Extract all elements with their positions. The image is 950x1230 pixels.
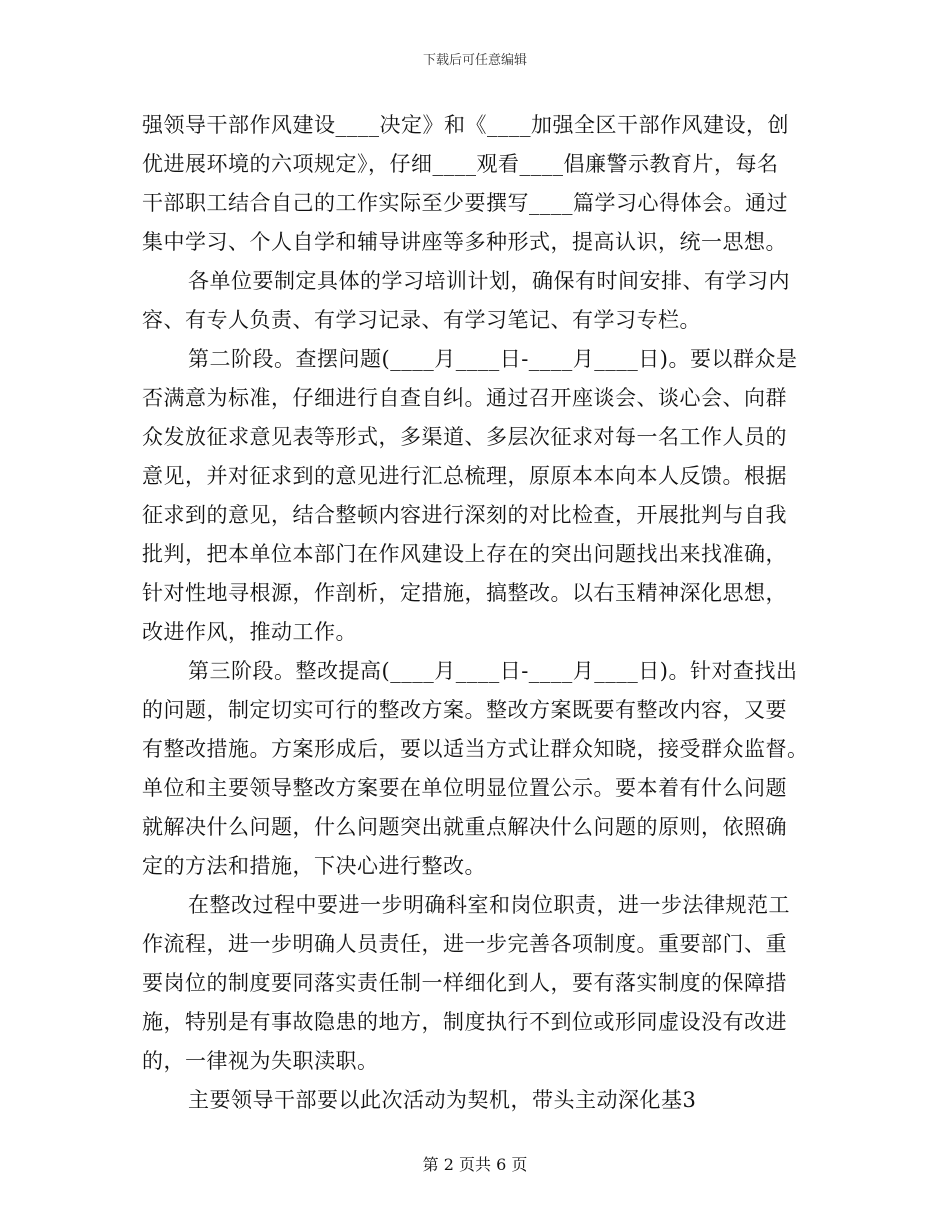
text-line: 否满意为标准，仔细进行自查自纠。通过召开座谈会、谈心会、向群 [142, 386, 787, 410]
page-header: 下载后可任意编辑 [422, 53, 527, 68]
document-body [142, 106, 822, 1120]
text-line: 干部职工结合自己的工作实际至少要撰写____篇学习心得体会。通过 [142, 191, 788, 215]
paragraph-start-line: 第二阶段。查摆问题(____月____日-____月____日)。要以群众是 [188, 347, 798, 371]
text-line: 众发放征求意见表等形式，多渠道、多层次征求对每一名工作人员的 [142, 425, 787, 449]
text-line: 作流程，进一步明确人员责任，进一步完善各项制度。重要部门、重 [142, 932, 787, 956]
text-line: 征求到的意见，结合整顿内容进行深刻的对比检查，开展批判与自我 [142, 503, 787, 527]
paragraph-start-line: 主要领导干部要以此次活动为契机，带头主动深化基3 [188, 1088, 697, 1112]
text-line: 集中学习、个人自学和辅导讲座等多种形式，提高认识，统一思想。 [142, 230, 787, 254]
text-line: 有整改措施。方案形成后，要以适当方式让群众知晓，接受群众监督。 [142, 737, 809, 761]
text-line: 的，一律视为失职渎职。 [142, 1049, 379, 1073]
paragraph-start-line: 各单位要制定具体的学习培训计划，确保有时间安排、有学习内 [188, 269, 790, 293]
text-line: 强领导干部作风建设____决定》和《____加强全区干部作风建设，创 [142, 113, 789, 137]
text-line: 定的方法和措施，下决心进行整改。 [142, 854, 486, 878]
text-line: 就解决什么问题，什么问题突出就重点解决什么问题的原则，依照确 [142, 815, 787, 839]
text-line: 改进作风，推动工作。 [142, 620, 357, 644]
page-footer: 第 2 页共 6 页 [422, 1155, 528, 1174]
text-line: 的问题，制定切实可行的整改方案。整改方案既要有整改内容，又要 [142, 698, 787, 722]
text-line: 容、有专人负责、有学习记录、有学习笔记、有学习专栏。 [142, 308, 701, 332]
text-line: 针对性地寻根源，作剖析，定措施，搞整改。以右玉精神深化思想， [142, 581, 787, 605]
paragraph-start-line: 在整改过程中要进一步明确科室和岗位职责，进一步法律规范工 [188, 893, 790, 917]
text-line: 优进展环境的六项规定》，仔细____观看____倡廉警示教育片，每名 [142, 152, 779, 176]
text-line: 要岗位的制度要同落实责任制一样细化到人，要有落实制度的保障措 [142, 971, 787, 995]
text-line: 意见，并对征求到的意见进行汇总梳理，原原本本向本人反馈。根据 [142, 464, 787, 488]
text-line: 单位和主要领导整改方案要在单位明显位置公示。要本着有什么问题 [142, 776, 787, 800]
text-line: 施，特别是有事故隐患的地方，制度执行不到位或形同虚设没有改进 [142, 1010, 787, 1034]
text-line: 批判，把本单位本部门在作风建设上存在的突出问题找出来找准确， [142, 542, 787, 566]
paragraph-start-line: 第三阶段。整改提高(____月____日-____月____日)。针对查找出 [188, 659, 798, 683]
